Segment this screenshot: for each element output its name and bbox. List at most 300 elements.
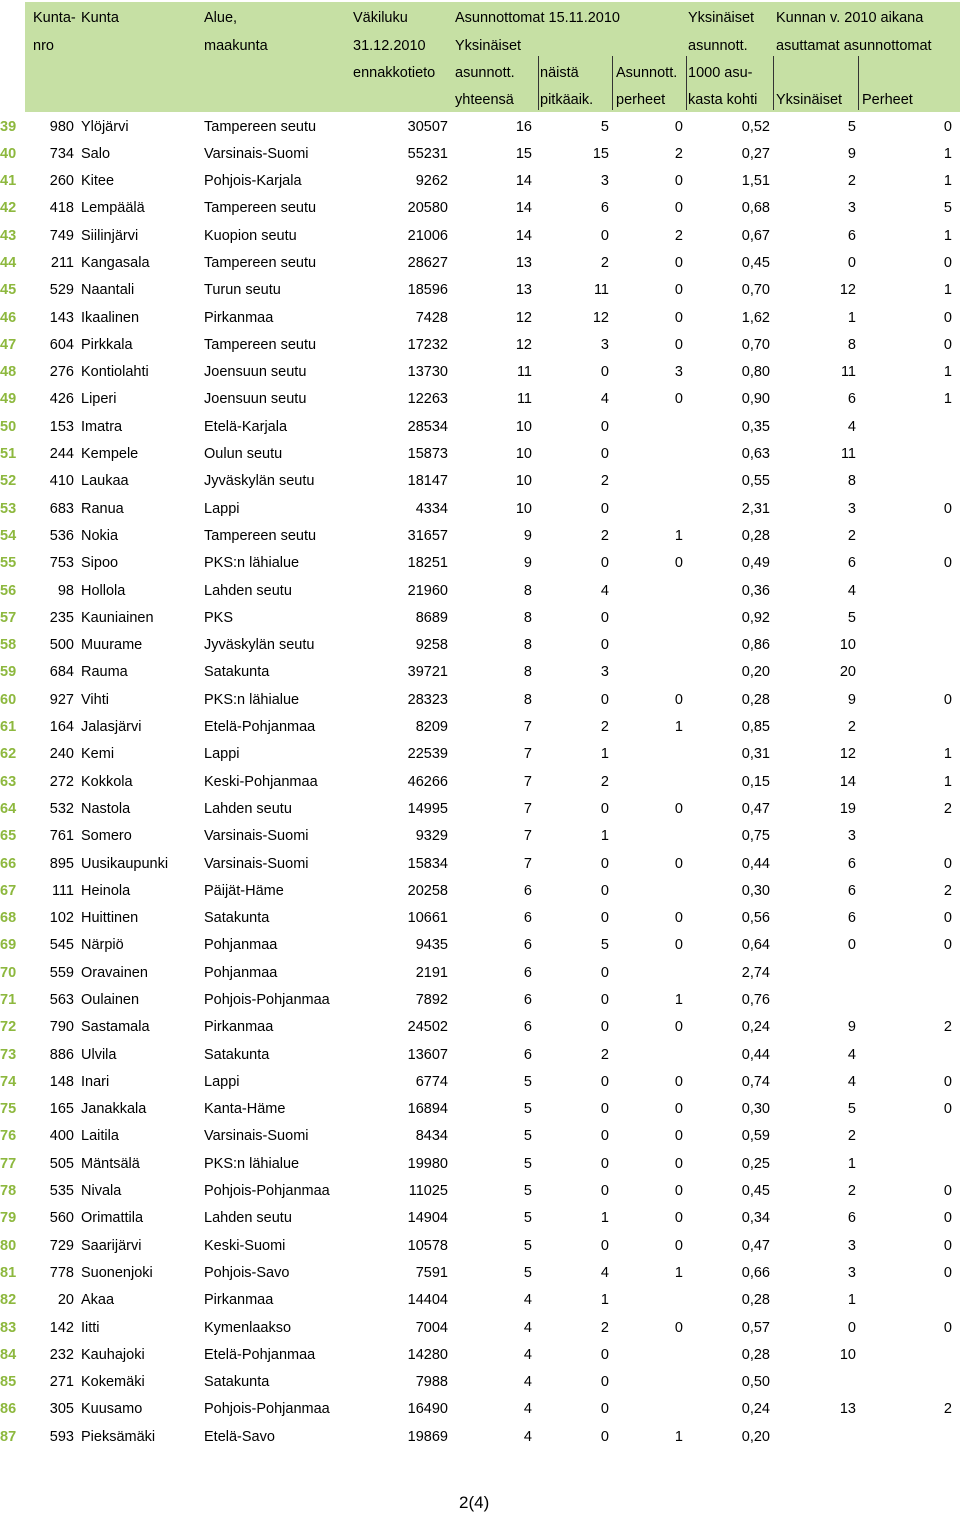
long-term-homeless-cell: 0 [600, 1237, 609, 1254]
municipality-number-cell: 500 [49, 637, 74, 654]
table-row [0, 1096, 960, 1123]
municipality-number-cell: 232 [49, 1346, 74, 1363]
table-row [0, 1396, 960, 1423]
row-number-cell: 45 [0, 282, 17, 299]
municipality-name-cell: Kangasala [81, 254, 150, 271]
per-thousand-cell: 0,24 [741, 1019, 770, 1036]
region-cell: Etelä-Pohjanmaa [204, 719, 316, 736]
municipality-name-cell: Pieksämäki [81, 1428, 156, 1445]
municipality-name-cell: Kuusamo [81, 1401, 143, 1418]
region-cell: Lappi [204, 1073, 240, 1090]
population-cell: 8434 [415, 1128, 448, 1145]
per-thousand-cell: 0,85 [741, 719, 770, 736]
population-cell: 9435 [415, 937, 448, 954]
row-number-cell: 43 [0, 227, 17, 244]
housed-singles-cell: 3 [847, 1237, 856, 1254]
population-cell: 12263 [407, 391, 448, 408]
row-number-cell: 78 [0, 1183, 17, 1200]
region-cell: Pohjanmaa [204, 937, 278, 954]
housed-singles-cell: 6 [847, 910, 856, 927]
homeless-families-cell: 0 [674, 855, 683, 872]
municipality-number-cell: 418 [49, 200, 74, 217]
long-term-homeless-cell: 0 [600, 1073, 609, 1090]
per-thousand-cell: 0,28 [741, 1292, 770, 1309]
population-cell: 7988 [415, 1374, 448, 1391]
header-vakiluku: 31.12.2010 [353, 38, 426, 54]
row-number-cell: 46 [0, 309, 17, 326]
header-asunnott: Asunnott. [616, 65, 678, 81]
housed-families-cell: 2 [943, 800, 952, 817]
table-row [0, 114, 960, 141]
population-cell: 9329 [415, 828, 448, 845]
table-row [0, 1424, 960, 1451]
municipality-number-cell: 559 [49, 964, 74, 981]
long-term-homeless-cell: 12 [592, 309, 609, 326]
housed-families-cell: 1 [943, 364, 952, 381]
row-number-cell: 39 [0, 118, 17, 135]
per-thousand-cell: 0,44 [741, 1046, 770, 1063]
header-divider [858, 56, 859, 110]
municipality-number-cell: 211 [50, 254, 74, 271]
population-cell: 8209 [415, 719, 448, 736]
per-thousand-cell: 0,75 [741, 828, 770, 845]
header-alue: Alue, [204, 10, 238, 26]
single-homeless-cell: 11 [516, 391, 532, 408]
municipality-number-cell: 980 [49, 118, 74, 135]
table-row [0, 1123, 960, 1150]
region-cell: Kuopion seutu [204, 227, 297, 244]
municipality-name-cell: Sastamala [81, 1019, 150, 1036]
homeless-families-cell: 0 [674, 555, 683, 572]
single-homeless-cell: 12 [515, 336, 532, 353]
population-cell: 10578 [407, 1237, 448, 1254]
long-term-homeless-cell: 2 [600, 254, 609, 271]
long-term-homeless-cell: 0 [600, 500, 609, 517]
table-row [0, 1042, 960, 1069]
per-thousand-cell: 0,90 [741, 391, 770, 408]
homeless-families-cell: 0 [674, 1319, 683, 1336]
homeless-families-cell: 0 [674, 937, 683, 954]
long-term-homeless-cell: 0 [600, 1155, 609, 1172]
municipality-name-cell: Kokkola [81, 773, 133, 790]
region-cell: Pohjanmaa [204, 964, 278, 981]
housed-singles-cell: 14 [839, 773, 856, 790]
single-homeless-cell: 6 [523, 882, 532, 899]
population-cell: 21006 [407, 227, 448, 244]
single-homeless-cell: 10 [515, 446, 532, 463]
row-number-cell: 58 [0, 637, 17, 654]
single-homeless-cell: 5 [523, 1237, 532, 1254]
long-term-homeless-cell: 6 [600, 200, 609, 217]
single-homeless-cell: 5 [523, 1264, 532, 1281]
homeless-families-cell: 0 [674, 1101, 683, 1118]
population-cell: 20258 [407, 882, 448, 899]
row-number-cell: 82 [0, 1292, 17, 1309]
per-thousand-cell: 0,63 [741, 446, 770, 463]
population-cell: 13730 [407, 364, 448, 381]
row-number-cell: 73 [0, 1046, 17, 1063]
region-cell: Oulun seutu [204, 446, 283, 463]
housed-families-cell: 2 [943, 1019, 952, 1036]
per-thousand-cell: 0,92 [741, 609, 770, 626]
municipality-number-cell: 532 [49, 800, 74, 817]
municipality-number-cell: 529 [49, 282, 74, 299]
region-cell: Pirkanmaa [204, 309, 274, 326]
single-homeless-cell: 4 [523, 1346, 532, 1363]
homeless-families-cell: 0 [674, 282, 683, 299]
per-thousand-cell: 0,70 [741, 282, 770, 299]
table-row [0, 1315, 960, 1342]
municipality-name-cell: Nivala [81, 1183, 122, 1200]
region-cell: Lappi [204, 746, 240, 763]
long-term-homeless-cell: 4 [600, 582, 609, 599]
long-term-homeless-cell: 2 [600, 773, 609, 790]
long-term-homeless-cell: 0 [600, 1019, 609, 1036]
housed-singles-cell: 5 [847, 118, 856, 135]
population-cell: 28534 [407, 418, 448, 435]
region-cell: Tampereen seutu [204, 254, 317, 271]
header-kunnan: asuttamat asunnottomat [776, 38, 932, 54]
housed-singles-cell: 10 [839, 637, 856, 654]
row-number-cell: 59 [0, 664, 17, 681]
municipality-number-cell: 778 [49, 1264, 74, 1281]
row-number-cell: 49 [0, 391, 17, 408]
row-number-cell: 65 [0, 828, 17, 845]
municipality-name-cell: Ikaalinen [81, 309, 140, 326]
municipality-name-cell: Oulainen [81, 992, 140, 1008]
population-cell: 31657 [407, 527, 448, 544]
municipality-name-cell: Rauma [81, 664, 128, 681]
homeless-families-cell: 1 [674, 527, 683, 544]
single-homeless-cell: 8 [523, 582, 532, 599]
table-row [0, 632, 960, 659]
row-number-cell: 42 [0, 200, 17, 217]
row-number-cell: 74 [0, 1073, 17, 1090]
housed-families-cell: 0 [943, 1073, 952, 1090]
municipality-number-cell: 560 [49, 1210, 74, 1227]
single-homeless-cell: 6 [523, 1046, 532, 1063]
header-kunta-nro: Kunta- [33, 10, 76, 26]
region-cell: PKS:n lähialue [204, 691, 300, 708]
municipality-name-cell: Salo [81, 145, 111, 162]
municipality-name-cell: Kemi [81, 746, 115, 763]
housed-singles-cell: 6 [847, 227, 856, 244]
municipality-number-cell: 244 [49, 446, 74, 463]
municipality-number-cell: 240 [49, 746, 74, 763]
table-row [0, 769, 960, 796]
municipality-name-cell: Muurame [81, 637, 143, 654]
per-thousand-cell: 0,50 [741, 1374, 770, 1391]
long-term-homeless-cell: 0 [600, 1374, 609, 1391]
region-cell: PKS:n lähialue [204, 1155, 300, 1172]
table-row [0, 305, 960, 332]
long-term-homeless-cell: 1 [600, 828, 609, 845]
single-homeless-cell: 12 [515, 309, 532, 326]
municipality-name-cell: Orimattila [81, 1210, 144, 1227]
region-cell: PKS [204, 609, 234, 626]
header-kohti: 1000 asu- [688, 65, 753, 81]
homeless-families-cell: 0 [674, 1237, 683, 1254]
per-thousand-cell: 0,76 [741, 992, 770, 1008]
single-homeless-cell: 7 [523, 719, 532, 736]
municipality-name-cell: Kokemäki [81, 1374, 145, 1391]
municipality-number-cell: 153 [49, 418, 74, 435]
single-homeless-cell: 4 [523, 1292, 532, 1309]
municipality-name-cell: Jalasjärvi [81, 719, 142, 736]
row-number-cell: 71 [0, 992, 17, 1008]
municipality-name-cell: Kempele [81, 446, 139, 463]
single-homeless-cell: 4 [523, 1428, 532, 1445]
row-number-cell: 41 [0, 173, 17, 190]
population-cell: 7892 [415, 992, 448, 1008]
housed-families-cell: 0 [943, 1210, 952, 1227]
per-thousand-cell: 2,31 [741, 500, 770, 517]
per-thousand-cell: 0,86 [741, 637, 770, 654]
municipality-name-cell: Ranua [81, 500, 124, 517]
region-cell: Varsinais-Suomi [204, 1128, 309, 1145]
single-homeless-cell: 7 [523, 800, 532, 817]
housed-families-cell: 1 [943, 773, 952, 790]
homeless-families-cell: 0 [674, 118, 683, 135]
housed-singles-cell: 4 [847, 1046, 856, 1063]
housed-singles-cell: 6 [847, 555, 856, 572]
municipality-name-cell: Imatra [81, 418, 123, 435]
single-homeless-cell: 6 [523, 910, 532, 927]
table-row [0, 1233, 960, 1260]
housed-singles-cell: 6 [847, 391, 856, 408]
housed-families-cell: 0 [943, 118, 952, 135]
long-term-homeless-cell: 2 [600, 527, 609, 544]
per-thousand-cell: 0,30 [741, 882, 770, 899]
municipality-name-cell: Laukaa [81, 473, 129, 490]
row-number-cell: 86 [0, 1401, 17, 1418]
table-body [0, 114, 960, 1452]
housed-singles-cell: 3 [847, 1264, 856, 1281]
housed-singles-cell: 9 [847, 691, 856, 708]
municipality-number-cell: 164 [49, 719, 74, 736]
homeless-families-cell: 2 [674, 227, 683, 244]
region-cell: Pohjois-Pohjanmaa [204, 1183, 330, 1200]
table-row [0, 741, 960, 768]
long-term-homeless-cell: 0 [600, 1183, 609, 1200]
per-thousand-cell: 0,31 [741, 746, 770, 763]
homeless-families-cell: 0 [674, 800, 683, 817]
row-number-cell: 53 [0, 500, 17, 517]
single-homeless-cell: 10 [515, 473, 532, 490]
table-row [0, 714, 960, 741]
population-cell: 14995 [407, 800, 448, 817]
per-thousand-cell: 0,27 [741, 145, 770, 162]
header-divider [538, 56, 539, 110]
municipality-number-cell: 684 [49, 664, 74, 681]
table-row [0, 905, 960, 932]
single-homeless-cell: 16 [515, 118, 532, 135]
municipality-number-cell: 734 [49, 145, 74, 162]
table-row [0, 195, 960, 222]
municipality-number-cell: 305 [49, 1401, 74, 1418]
row-number-cell: 67 [0, 882, 17, 899]
housed-singles-cell: 5 [847, 609, 856, 626]
municipality-number-cell: 142 [49, 1319, 74, 1336]
long-term-homeless-cell: 2 [600, 473, 609, 490]
municipality-name-cell: Siilinjärvi [81, 227, 139, 244]
table-row [0, 496, 960, 523]
single-homeless-cell: 8 [523, 637, 532, 654]
long-term-homeless-cell: 0 [600, 964, 609, 981]
municipality-number-cell: 593 [49, 1428, 74, 1445]
single-homeless-cell: 11 [516, 364, 532, 381]
population-cell: 24502 [407, 1019, 448, 1036]
long-term-homeless-cell: 0 [600, 555, 609, 572]
population-cell: 21960 [407, 582, 448, 599]
row-number-cell: 70 [0, 964, 17, 981]
header-divider [612, 56, 613, 110]
housed-singles-cell: 3 [847, 828, 856, 845]
region-cell: Keski-Pohjanmaa [204, 773, 318, 790]
housed-singles-cell: 12 [839, 746, 856, 763]
municipality-name-cell: Akaa [81, 1292, 115, 1309]
per-thousand-cell: 0,47 [741, 1237, 770, 1254]
region-cell: Satakunta [204, 1046, 270, 1063]
municipality-number-cell: 535 [49, 1183, 74, 1200]
housed-families-cell: 0 [943, 910, 952, 927]
region-cell: Joensuun seutu [204, 364, 307, 381]
long-term-homeless-cell: 0 [600, 800, 609, 817]
region-cell: Varsinais-Suomi [204, 855, 309, 872]
per-thousand-cell: 0,59 [741, 1128, 770, 1145]
per-thousand-cell: 0,44 [741, 855, 770, 872]
municipality-name-cell: Saarijärvi [81, 1237, 142, 1254]
row-number-cell: 69 [0, 937, 17, 954]
single-homeless-cell: 6 [523, 964, 532, 981]
region-cell: Tampereen seutu [204, 118, 317, 135]
municipality-number-cell: 272 [49, 773, 74, 790]
housed-families-cell: 1 [943, 227, 952, 244]
long-term-homeless-cell: 0 [600, 1101, 609, 1118]
table-row [0, 1014, 960, 1041]
header-kohti: kasta kohti [688, 92, 758, 108]
row-number-cell: 76 [0, 1128, 17, 1145]
population-cell: 11025 [408, 1183, 448, 1200]
housed-families-cell: 0 [943, 500, 952, 517]
header-asunnottomat: Asunnottomat 15.11.2010 [455, 10, 620, 26]
municipality-name-cell: Pirkkala [81, 336, 133, 353]
per-thousand-cell: 0,66 [741, 1264, 770, 1281]
municipality-name-cell: Naantali [81, 282, 135, 299]
population-cell: 18596 [407, 282, 448, 299]
homeless-families-cell: 0 [674, 1183, 683, 1200]
per-thousand-cell: 0,15 [741, 773, 770, 790]
row-number-cell: 51 [0, 446, 17, 463]
header-alue: maakunta [204, 38, 268, 54]
municipality-name-cell: Oravainen [81, 964, 148, 981]
single-homeless-cell: 10 [515, 418, 532, 435]
row-number-cell: 48 [0, 364, 17, 381]
row-number-cell: 55 [0, 555, 17, 572]
region-cell: Pohjois-Pohjanmaa [204, 1401, 330, 1418]
municipality-name-cell: Kontiolahti [81, 364, 149, 381]
population-cell: 14280 [407, 1346, 448, 1363]
single-homeless-cell: 13 [515, 254, 532, 271]
housed-singles-cell: 11 [840, 364, 856, 381]
homeless-families-cell: 1 [674, 992, 683, 1008]
single-homeless-cell: 4 [523, 1401, 532, 1418]
header-vakiluku: ennakkotieto [353, 65, 436, 81]
table-row [0, 414, 960, 441]
long-term-homeless-cell: 3 [600, 664, 609, 681]
population-cell: 28627 [407, 254, 448, 271]
single-homeless-cell: 9 [523, 555, 532, 572]
municipality-number-cell: 886 [49, 1046, 74, 1063]
municipality-name-cell: Mäntsälä [81, 1155, 140, 1172]
municipality-name-cell: Uusikaupunki [81, 855, 169, 872]
population-cell: 17232 [407, 336, 448, 353]
region-cell: Tampereen seutu [204, 336, 317, 353]
population-cell: 7004 [415, 1319, 448, 1336]
per-thousand-cell: 0,47 [741, 800, 770, 817]
municipality-name-cell: Kauniainen [81, 609, 154, 626]
row-number-cell: 81 [0, 1264, 17, 1281]
housed-singles-cell: 2 [847, 1128, 856, 1145]
long-term-homeless-cell: 15 [592, 145, 609, 162]
municipality-number-cell: 790 [49, 1019, 74, 1036]
per-thousand-cell: 0,28 [741, 527, 770, 544]
row-number-cell: 50 [0, 418, 17, 435]
municipality-number-cell: 545 [49, 937, 74, 954]
municipality-number-cell: 148 [49, 1073, 74, 1090]
population-cell: 7591 [415, 1264, 448, 1281]
municipality-name-cell: Janakkala [81, 1101, 147, 1118]
per-thousand-cell: 0,67 [741, 227, 770, 244]
homeless-families-cell: 0 [674, 1128, 683, 1145]
long-term-homeless-cell: 0 [600, 855, 609, 872]
long-term-homeless-cell: 0 [600, 418, 609, 435]
table-row [0, 359, 960, 386]
header-divider [773, 56, 774, 110]
region-cell: Pohjois-Savo [204, 1264, 290, 1281]
region-cell: Kymenlaakso [204, 1319, 292, 1336]
header-kunnan-yksinaiset: Yksinäiset [776, 92, 843, 108]
municipality-number-cell: 895 [49, 855, 74, 872]
table-row [0, 277, 960, 304]
population-cell: 15873 [407, 446, 448, 463]
row-number-cell: 87 [0, 1428, 17, 1445]
housed-singles-cell: 8 [847, 473, 856, 490]
single-homeless-cell: 5 [523, 1101, 532, 1118]
housed-families-cell: 0 [943, 336, 952, 353]
per-thousand-cell: 0,34 [741, 1210, 770, 1227]
row-number-cell: 68 [0, 910, 17, 927]
population-cell: 22539 [407, 746, 448, 763]
single-homeless-cell: 5 [523, 1155, 532, 1172]
per-thousand-cell: 0,70 [741, 336, 770, 353]
row-number-cell: 44 [0, 254, 17, 271]
single-homeless-cell: 8 [523, 609, 532, 626]
municipality-number-cell: 271 [49, 1374, 74, 1391]
region-cell: Jyväskylän seutu [204, 473, 315, 490]
municipality-number-cell: 505 [49, 1155, 74, 1172]
table-row [0, 1287, 960, 1314]
housed-singles-cell: 4 [847, 1073, 856, 1090]
row-number-cell: 75 [0, 1101, 17, 1118]
housed-singles-cell: 0 [847, 1319, 856, 1336]
table-row [0, 578, 960, 605]
region-cell: Keski-Suomi [204, 1237, 286, 1254]
housed-singles-cell: 2 [847, 1183, 856, 1200]
population-cell: 19980 [407, 1155, 448, 1172]
municipality-name-cell: Somero [81, 828, 132, 845]
housed-singles-cell: 1 [847, 309, 856, 326]
